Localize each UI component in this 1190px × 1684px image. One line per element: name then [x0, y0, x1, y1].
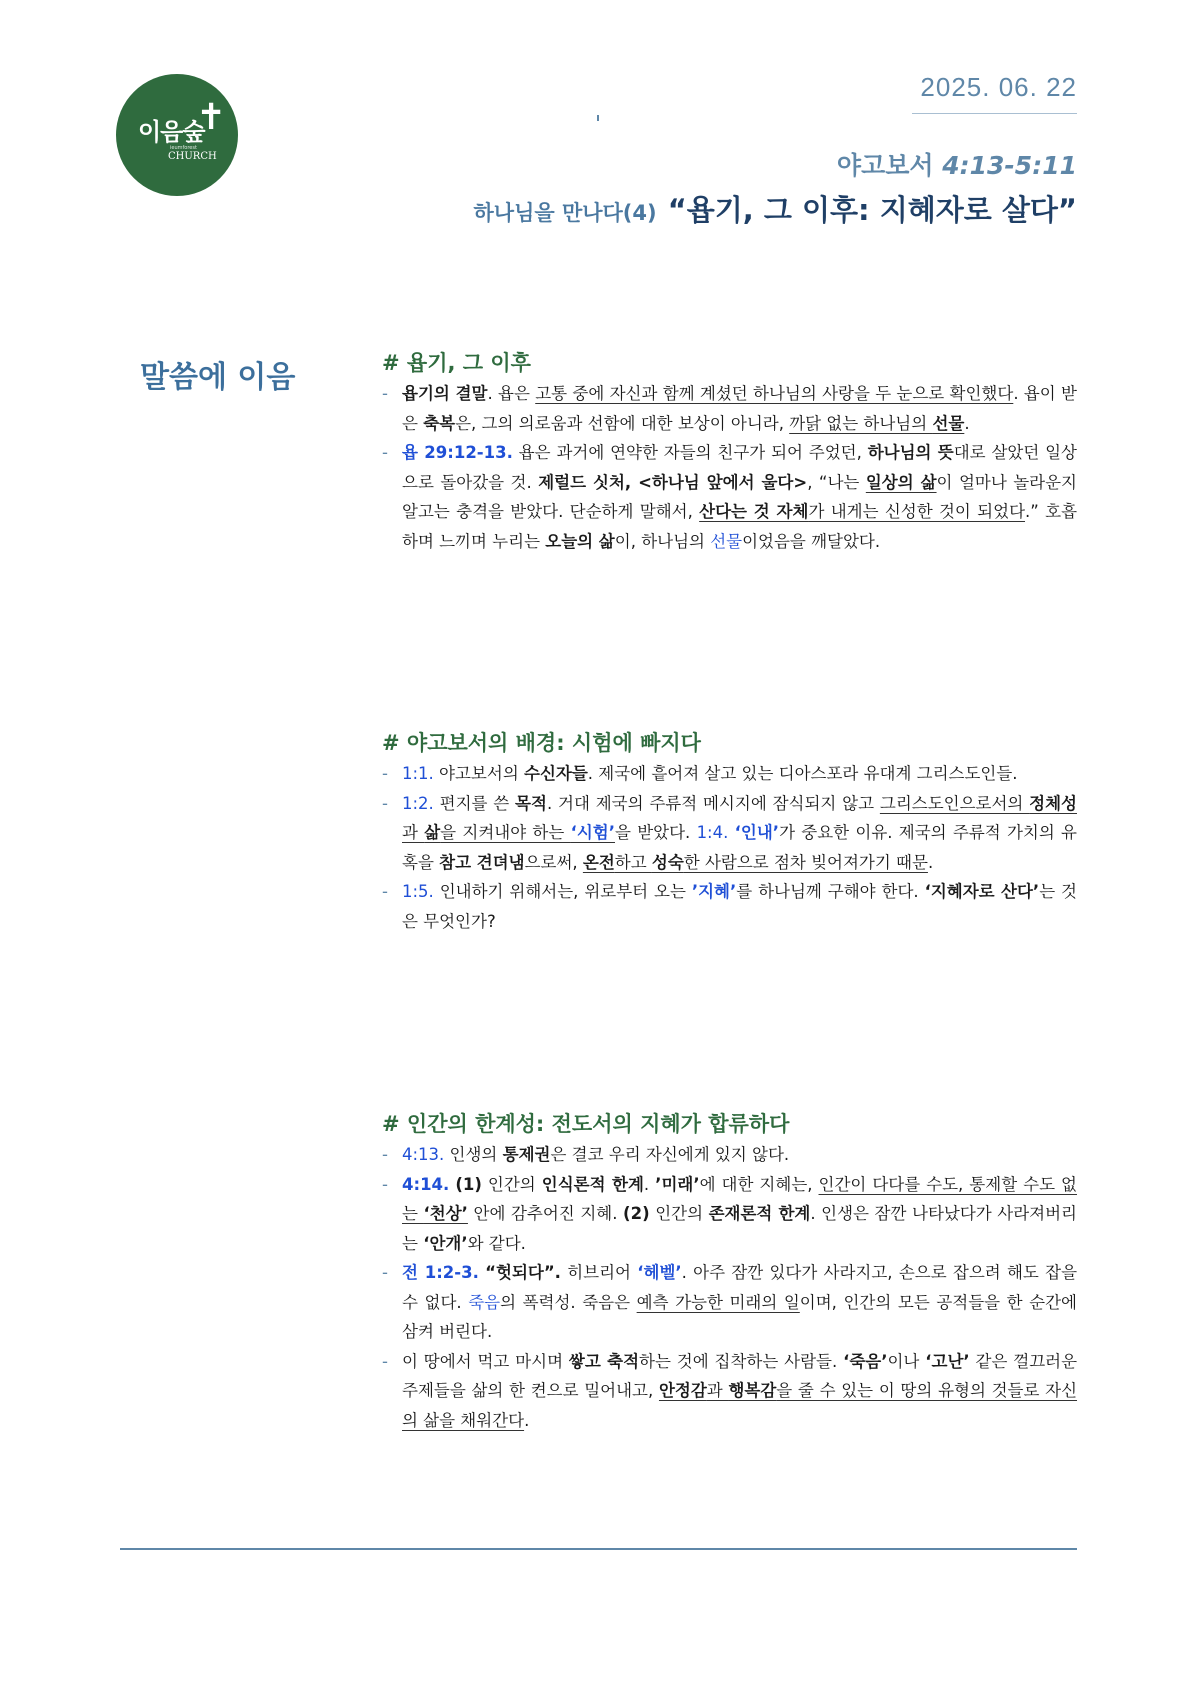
- text-run: 이나: [887, 1351, 926, 1371]
- bulletin-date: 2025. 06. 22: [920, 72, 1077, 102]
- scripture-verses: 4:13-5:11: [942, 151, 1077, 180]
- text-run: 4:14.: [402, 1174, 450, 1194]
- text-run: .: [524, 1410, 530, 1430]
- text-run: .: [964, 413, 970, 433]
- text-run: 선물: [710, 531, 743, 551]
- text-run: ‘지혜자로 산다’: [924, 882, 1040, 901]
- list-item: [382, 438, 1077, 556]
- text-run: 대로 살았던 일상으로 돌아갔을 것.: [402, 443, 1077, 492]
- text-run: (1): [455, 1174, 482, 1194]
- list-item: [382, 1140, 1077, 1170]
- text-run: 은 결코 우리 자신에게 있지 않다.: [550, 1145, 790, 1164]
- text-run: 전 1:2-3.: [402, 1263, 479, 1282]
- text-run: 과: [706, 1381, 729, 1400]
- text-run: 인내하기 위해서는, 위로부터 오는: [433, 882, 692, 901]
- text-run: 죽음: [468, 1292, 501, 1312]
- text-run: .: [927, 852, 934, 872]
- cross-icon: ✝: [196, 97, 227, 138]
- list-item: [382, 759, 1077, 789]
- text-run: 은, 그의 의로움과 선함에 대한 보상이 아니라,: [455, 413, 790, 433]
- text-run: 축복: [423, 413, 456, 433]
- text-run: 오늘의 삶: [545, 531, 615, 551]
- text-run: 인식론적 한계: [541, 1174, 644, 1194]
- text-run: 이 땅에서 먹고 마시며: [402, 1351, 569, 1371]
- text-run: 욥 29:12-13.: [402, 443, 513, 462]
- text-run: 안에 감추어진 지혜.: [467, 1204, 624, 1223]
- list-item: [382, 789, 1077, 878]
- text-run: 그리스도인으로서의: [879, 793, 1030, 813]
- text-run: 하는 것에 집착하는 사람들.: [639, 1351, 844, 1371]
- text-run: ‘헤벨’: [637, 1263, 682, 1282]
- text-run: 을 지켜내야 하는: [440, 823, 571, 842]
- text-run: 야고보서의: [433, 764, 524, 783]
- text-run: 인간의: [481, 1174, 542, 1194]
- text-run: (2): [623, 1204, 650, 1223]
- text-run: 일상의 삶: [865, 472, 937, 492]
- footer-divider: [120, 1548, 1077, 1550]
- text-run: . 욥은: [487, 384, 536, 403]
- text-run: 가 내게는 신성한 것이 되었다: [808, 502, 1026, 521]
- text-run: 1:4.: [696, 823, 729, 842]
- text-run: 가 중요한 이유. 제국의 주류적 가치의 유혹을: [402, 823, 1077, 872]
- text-run: 이 얼마나 놀라운지 알고는 충격을 받았다. 단순하게 말해서,: [402, 472, 1077, 521]
- text-run: 존재론적 한계: [708, 1204, 811, 1223]
- section-heading: # 야고보서의 배경: 시험에 빠지다: [382, 731, 701, 755]
- section-heading: # 욥기, 그 이후: [382, 351, 531, 375]
- text-run: 고통 중에 자신과 함께 계셨던 하나님의 사랑을 두 눈으로 확인했다: [535, 384, 1014, 403]
- text-run: . 아주 잠깐 있다가 사라지고, 손으로 잡으려 해도 잡을 수 없다.: [402, 1263, 1078, 1312]
- text-run: .: [643, 1174, 656, 1194]
- text-run: . 인생은 잠깐 나타났다가 사라져버리는: [402, 1204, 1077, 1253]
- text-run: ’미래’: [655, 1174, 700, 1194]
- text-run: 통제권: [502, 1145, 551, 1164]
- text-run: 1:2.: [402, 793, 434, 813]
- text-run: 하나님의 뜻: [867, 443, 954, 462]
- text-run: 안정감: [658, 1381, 707, 1400]
- text-run: ’지혜’: [691, 882, 737, 901]
- text-run: 인간의: [649, 1204, 709, 1223]
- text-run: 1:5.: [402, 882, 434, 901]
- text-run: 욥기의 결말: [402, 384, 488, 403]
- logo-text: 이음숲: [138, 118, 205, 146]
- text-run: 제럴드 싯처, <하나님 앞에서 울다>: [538, 472, 808, 492]
- section-items: [382, 379, 1077, 556]
- text-run: 예측 가능한 미래의 일: [636, 1292, 800, 1312]
- text-run: “헛되다”.: [485, 1263, 561, 1282]
- text-run: 인간이 다다를 수도, 통제할 수도 없는: [402, 1174, 1077, 1223]
- text-run: 쌓고 축적: [568, 1351, 640, 1371]
- text-run: 를 하나님께 구해야 한다.: [736, 882, 925, 901]
- section-side-label: 말씀에 이음: [140, 360, 296, 395]
- text-run: 에 대한 지혜는,: [699, 1174, 819, 1194]
- text-run: 이었음을 깨달았다.: [742, 531, 881, 551]
- text-run: 을 줄 수 있는 이 땅의 유형의 것들로 자신의 삶을 채워간다: [402, 1381, 1078, 1430]
- list-item: [382, 1258, 1077, 1347]
- text-run: 와 같다.: [467, 1233, 526, 1253]
- text-run: ‘죽음’: [843, 1351, 888, 1371]
- text-run: 이며, 인간의 모든 공적들을 한 순간에 삼켜 버린다.: [402, 1292, 1077, 1341]
- text-run: 수신자들: [524, 764, 588, 783]
- text-run: 을 받았다.: [615, 823, 697, 842]
- text-run: ‘인내’: [734, 823, 780, 842]
- text-run: 는 것은 무엇인가?: [402, 882, 1077, 931]
- decorative-mark: [597, 115, 599, 121]
- text-run: 참고 견뎌냄: [439, 852, 525, 872]
- text-run: 까닭 없는 하나님의: [789, 413, 933, 433]
- sermon-series: 하나님을 만나다(4): [473, 201, 657, 225]
- section-human-limits: [382, 1111, 1077, 1435]
- text-run: 같은 껄끄러운 주제들을 삶의 한 켠으로 밀어내고,: [402, 1351, 1078, 1400]
- list-item: [382, 877, 1077, 936]
- text-run: 이, 하나님의: [614, 531, 711, 551]
- text-run: 히브리어: [560, 1263, 638, 1282]
- text-run: 한 사람으로 점차 빚어져가기 때문: [683, 852, 928, 872]
- text-run: 4:13.: [402, 1145, 445, 1164]
- logo-small-text: ieumforest: [170, 145, 197, 151]
- section-items: [382, 1140, 1077, 1435]
- text-run: . 거대 제국의 주류적 메시지에 잠식되지 않고: [546, 793, 880, 813]
- list-item: [382, 1170, 1077, 1259]
- logo-subtext: CHURCH: [168, 151, 217, 162]
- text-run: 성숙: [651, 852, 684, 872]
- text-run: 산다는 것 자체: [699, 502, 809, 521]
- text-run: 행복감: [728, 1381, 777, 1400]
- scripture-book: 야고보서: [836, 151, 934, 180]
- text-run: 삶: [424, 823, 441, 842]
- text-run: 1:1.: [402, 764, 434, 783]
- section-job-aftermath: [382, 350, 1077, 556]
- text-run: ‘고난’: [925, 1351, 970, 1371]
- text-run: 하고: [614, 852, 652, 872]
- text-run: .” 호흡하며 느끼며 누리는: [402, 502, 1078, 551]
- section-heading: # 인간의 한계성: 전도서의 지혜가 합류하다: [382, 1112, 790, 1136]
- text-run: 정체성: [1029, 793, 1077, 813]
- text-run: ‘시험’: [570, 823, 615, 842]
- text-run: . 욥이 받은: [402, 384, 1077, 433]
- scripture-reference: [837, 146, 1077, 182]
- text-run: 의 폭력성. 죽음은: [500, 1292, 637, 1312]
- list-item: [382, 379, 1077, 438]
- text-run: 온전: [582, 852, 615, 872]
- text-run: , “나는: [807, 472, 866, 492]
- text-run: 과: [402, 823, 425, 842]
- text-run: ‘안개’: [423, 1233, 468, 1253]
- list-item: [382, 1347, 1077, 1436]
- text-run: 으로써,: [524, 852, 583, 872]
- section-james-background: [382, 730, 1077, 936]
- date-divider: [912, 113, 1077, 114]
- text-run: 인생의: [444, 1145, 503, 1164]
- sermon-title-main: “욥기, 그 이후: 지혜자로 살다”: [667, 193, 1077, 227]
- section-items: [382, 759, 1077, 936]
- church-logo: [116, 74, 238, 196]
- text-run: 편지를 쓴: [433, 793, 516, 813]
- text-run: ‘천상’: [423, 1204, 468, 1223]
- text-run: . 제국에 흩어져 살고 있는 디아스포라 유대계 그리스도인들.: [587, 764, 1018, 783]
- text-run: 선물: [932, 413, 965, 433]
- text-run: 목적: [515, 793, 547, 813]
- sermon-title: [474, 188, 1078, 229]
- text-run: 욥은 과거에 연약한 자들의 친구가 되어 주었던,: [512, 443, 868, 462]
